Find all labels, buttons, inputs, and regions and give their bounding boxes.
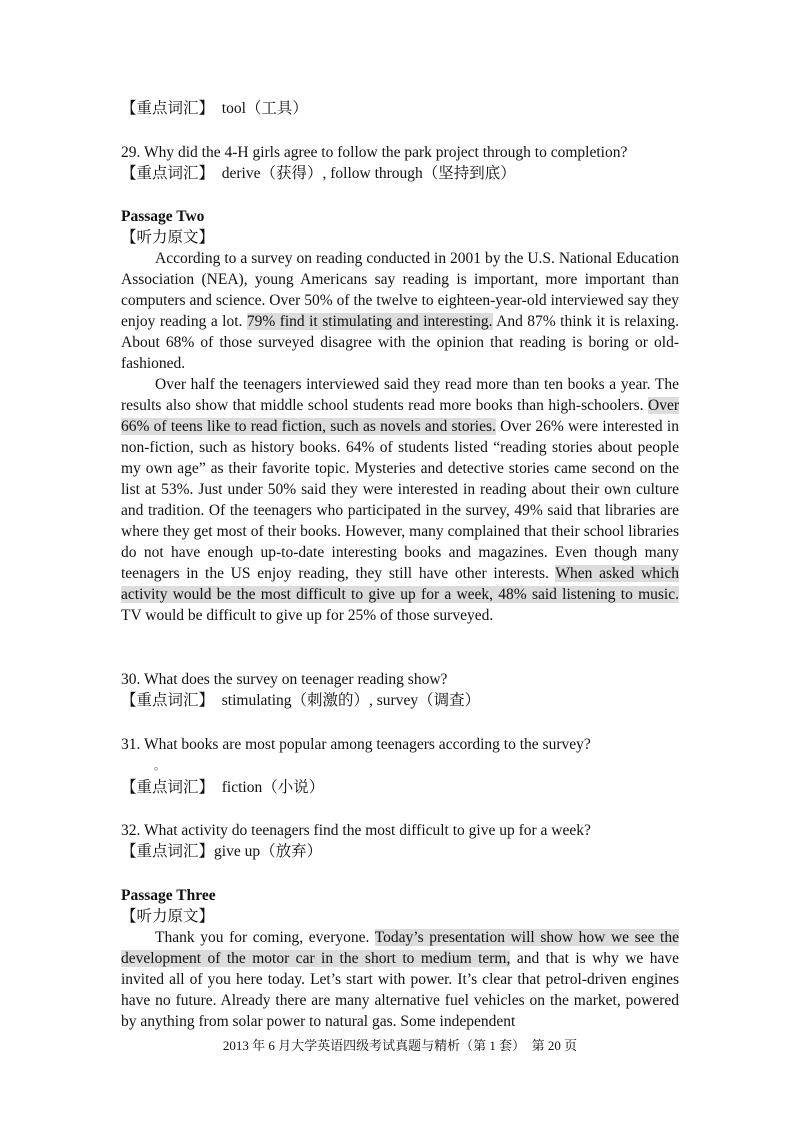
- vocab-text: fiction（小说）: [221, 779, 325, 796]
- vocab-line-31: [121, 777, 324, 798]
- question-29: 29. Why did the 4-H girls agree to follow the park project through to completion?: [121, 144, 628, 161]
- highlighted-sentence: When asked which activity would be the most difficult to give up for a week, 48% said listening to music.: [121, 565, 679, 603]
- highlighted-sentence: 79% find it stimulating and interesting.: [246, 313, 493, 330]
- listen-label: 【听力原文】: [121, 908, 215, 925]
- vocab-label: 【重点词汇】: [121, 692, 215, 709]
- vocab-label: 【重点词汇】: [121, 779, 215, 796]
- vocab-text: stimulating（刺激的）, survey（调查）: [221, 692, 481, 709]
- vocab-text: derive（获得）, follow through（坚持到底）: [221, 165, 516, 182]
- vocab-line-30: [121, 690, 480, 711]
- vocab-line-tool: [121, 98, 308, 119]
- vocab-label: 【重点词汇】: [121, 100, 215, 117]
- paragraph-text: and that is why we have invited all of you here today. Let’s start with power. It’s clear that petrol-driven engines have no future. Already there are many alternative fuel vehicles on the market, powered by anything from solar power to natural gas. Some independent: [121, 950, 679, 1030]
- vocab-text: give up（放弃）: [214, 843, 323, 860]
- paragraph-text: Thank you for coming, everyone.: [155, 929, 375, 946]
- passage-three-title: Passage Three: [121, 887, 216, 904]
- passage-two-paragraph-2: [121, 374, 679, 626]
- vocab-line-32: [121, 841, 322, 862]
- vocab-label: 【重点词汇】: [121, 165, 215, 182]
- listen-label: 【听力原文】: [121, 229, 215, 246]
- passage-two-title: Passage Two: [121, 208, 205, 225]
- question-32: 32. What activity do teenagers find the most difficult to give up for a week?: [121, 822, 591, 839]
- vocab-line-29: [121, 163, 516, 184]
- paragraph-text: And 87% think it is relaxing. About 68% of those surveyed disagree with the opinion that reading is boring or old-fashioned.: [121, 313, 679, 372]
- paragraph-text: Over half the teenagers interviewed said they read more than ten books a year. The results also show that middle school students read more books than high-schoolers.: [121, 376, 679, 414]
- page-footer: 2013 年 6 月大学英语四级考试真题与精析（第 1 套） 第 20 页: [222, 1038, 578, 1053]
- highlighted-sentence: Today’s presentation will show how we see the development of the motor car in the short to medium term,: [121, 929, 679, 967]
- vocab-text: tool（工具）: [221, 100, 308, 117]
- highlighted-sentence: Over 66% of teens like to read fiction, such as novels and stories.: [121, 397, 679, 435]
- question-31: 31. What books are most popular among teenagers according to the survey?: [121, 736, 591, 753]
- paragraph-text: TV would be difficult to give up for 25% of those surveyed.: [121, 607, 494, 624]
- vocab-label: 【重点词汇】: [121, 843, 215, 860]
- question-30: 30. What does the survey on teenager reading show?: [121, 671, 448, 688]
- passage-two-paragraph-1: [121, 248, 679, 374]
- paragraph-text: Over 26% were interested in non-fiction, such as history books. 64% of students listed “reading stories about people my own age” as their favorite topic. Mysteries and detective stories came second on the list at 53%. Just under 50% said they were interested in reading about their own culture and tradition. Of the teenagers who participated in the survey, 49% said that libraries are where they get most of their books. However, many complained that their school libraries do not have enough up-to-date interesting books and magazines. Even though many teenagers in the US enjoy reading, they still have other interests.: [121, 418, 679, 582]
- paragraph-text: According to a survey on reading conducted in 2001 by the U.S. National Education Association (NEA), young Americans say reading is important, more important than computers and science. Over 50% of the twelve to eighteen-year-old interviewed say they enjoy reading a lot.: [121, 250, 679, 330]
- passage-three-paragraph-1: [121, 927, 679, 1032]
- question-31-mark: 。: [154, 760, 165, 772]
